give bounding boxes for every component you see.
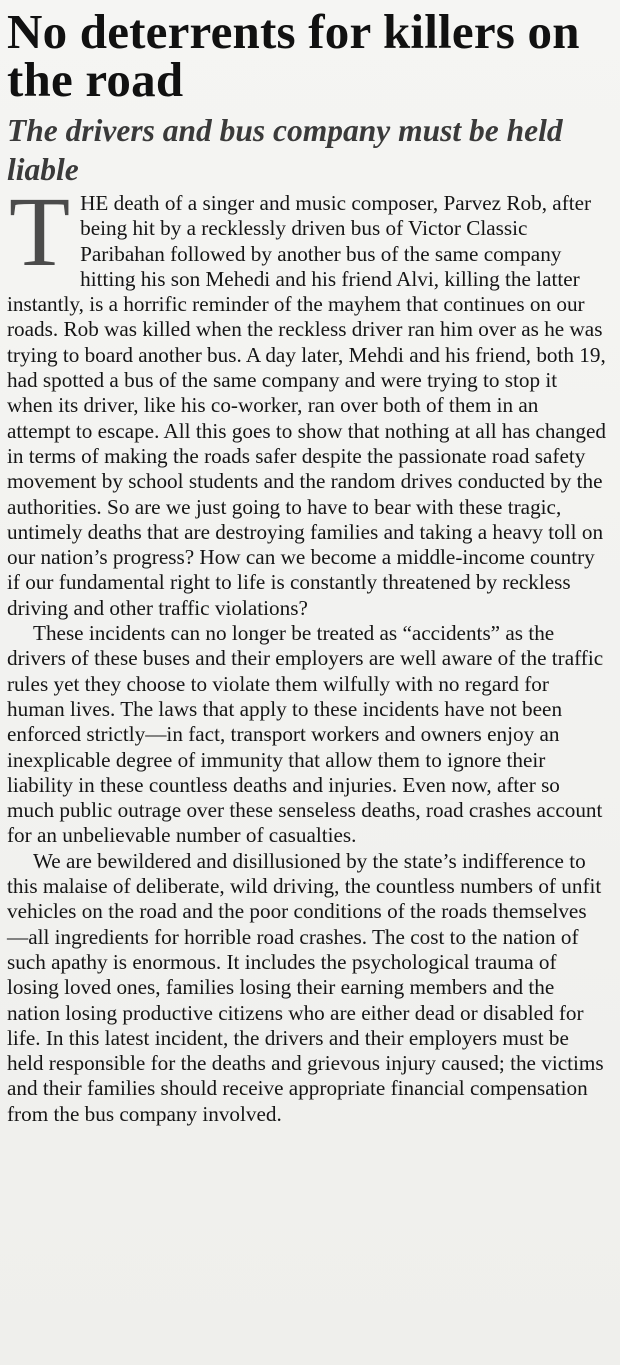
standfirst: The drivers and bus company must be held liable	[7, 113, 563, 187]
paragraph-2: These incidents can no longer be treated as “accidents” as the drivers of these buses and their employers are well aware of the traffic rules yet they choose to violate them wilfully with no regard for human lives. The laws that apply to these incidents have not been enforced strictly—in fact, transport workers and owners enjoy an inexplicable degree of immunity that allow them to ignore their liability in these countless deaths and injuries. Even now, after so much public outrage over these senseless deaths, road crashes account for an unbelievable number of casualties.	[7, 621, 604, 848]
headline: No deterrents for killers on the road	[7, 4, 580, 107]
drop-cap: T	[9, 176, 71, 287]
paragraph-1	[7, 176, 607, 621]
paragraph-3: We are bewildered and disillusioned by the state’s indifference to this malaise of deliberate, wild driving, the countless numbers of unfit vehicles on the road and the poor conditions of the roads themselves—all ingredients for horrible road crashes. The cost to the nation of such apathy is enormous. It includes the psychological trauma of losing loved ones, families losing their earning members and the nation losing productive citizens who are either dead or disabled for life. In this latest incident, the drivers and their employers must be held responsible for the deaths and grievous injury caused; the victims and their families should receive appropriate financial compensation from the bus company involved.	[7, 848, 604, 1126]
paragraph-1-text: HE death of a singer and music composer, Parvez Rob, after being hit by a recklessly driven bus of Victor Classic Paribahan followed by another bus of the same company hitting his son Mehedi and his friend Alvi, killing the latter instantly, is a horrific reminder of the mayhem that continues on our roads. Rob was killed when the reckless driver ran him over as he was trying to board another bus. A day later, Mehdi and his friend, both 19, had spotted a bus of the same company and were trying to stop it when its driver, like his co-worker, ran over both of them in an attempt to escape. All this goes to show that nothing at all has changed in terms of making the roads safer despite the passionate road safety movement by school students and the random drives conducted by the authorities. So are we just going to have to bear with these tragic, untimely deaths that are destroying families and taking a heavy toll on our nation’s progress? How can we become a middle-income country if our fundamental right to life is constantly threatened by reckless driving and other traffic violations?	[7, 191, 607, 620]
article-body	[7, 176, 607, 1127]
